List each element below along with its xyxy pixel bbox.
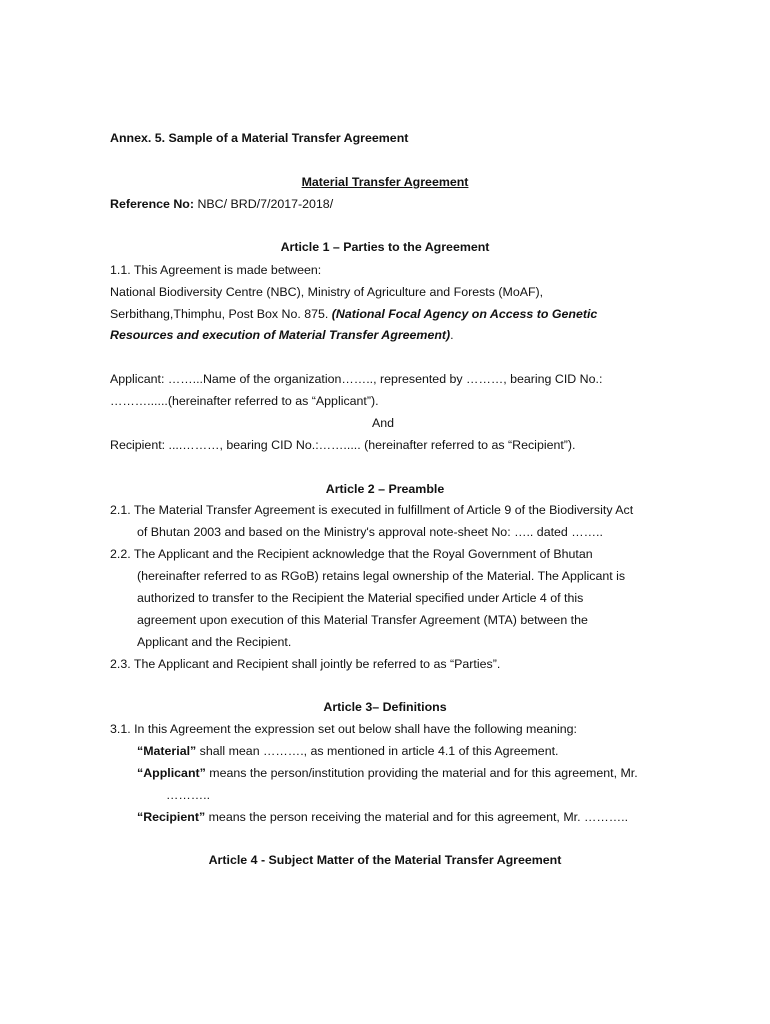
article1-party-line3: [110, 328, 454, 342]
article1-party-line1: National Biodiversity Centre (NBC), Ministry of Agriculture and Forests (MoAF),: [110, 285, 544, 299]
term-material: “Material”: [137, 744, 197, 758]
article2-p23: 2.3. The Applicant and Recipient shall jointly be referred to as “Parties”.: [110, 657, 501, 671]
term-recipient: “Recipient”: [137, 810, 206, 824]
article2-heading: Article 2 – Preamble: [325, 482, 445, 496]
article2-p22-line3: authorized to transfer to the Recipient the Material specified under Article 4 of this: [137, 591, 584, 605]
document-title: Material Transfer Agreement: [301, 175, 469, 189]
reference-label: Reference No:: [110, 197, 195, 211]
party-role-part1: (National Focal Agency on Access to Genetic: [331, 307, 598, 321]
article2-p22-line5: Applicant and the Recipient.: [137, 635, 292, 649]
article2-p22-line4: agreement upon execution of this Material Transfer Agreement (MTA) between the: [137, 613, 588, 627]
recipient-line: Recipient: ....………, bearing CID No.:……..... (hereinafter referred to as “Recipient”).: [110, 438, 576, 452]
article1-party-line2: [110, 307, 597, 321]
definition-applicant: [137, 766, 638, 780]
article2-p22-line1: 2.2. The Applicant and the Recipient acknowledge that the Royal Government of Bhutan: [110, 547, 593, 561]
definition-material: [137, 744, 558, 758]
definition-material-text: shall mean ………., as mentioned in article 4.1 of this Agreement.: [196, 744, 559, 758]
and-text: And: [372, 416, 395, 430]
applicant-line1: Applicant: ……...Name of the organization…….., represented by ………, bearing CID No.:: [110, 372, 603, 386]
article3-heading: Article 3– Definitions: [323, 700, 447, 714]
reference-value: NBC/ BRD/7/2017-2018/: [194, 197, 334, 211]
article2-p21-line2: of Bhutan 2003 and based on the Ministry's approval note-sheet No: ….. dated ……..: [137, 525, 603, 539]
definition-recipient: [137, 810, 628, 824]
article2-p22-line2: (hereinafter referred to as RGoB) retains legal ownership of the Material. The Applicant is: [137, 569, 626, 583]
party-role-part2: Resources and execution of Material Transfer Agreement): [110, 328, 451, 342]
article3-intro: 3.1. In this Agreement the expression set out below shall have the following meaning:: [110, 722, 577, 736]
definition-applicant-continued: ………..: [166, 788, 211, 802]
party-role-end: .: [450, 328, 454, 342]
annex-heading: Annex. 5. Sample of a Material Transfer Agreement: [110, 131, 409, 145]
term-applicant: “Applicant”: [137, 766, 206, 780]
reference-line: [110, 197, 333, 211]
article1-heading: Article 1 – Parties to the Agreement: [280, 240, 490, 254]
article2-p21-line1: 2.1. The Material Transfer Agreement is executed in fulfillment of Article 9 of the Biodiversity Act: [110, 503, 634, 517]
definition-recipient-text: means the person receiving the material and for this agreement, Mr. ………..: [205, 810, 629, 824]
party-address: Serbithang,Thimphu, Post Box No. 875.: [110, 307, 332, 321]
applicant-line2: ………......(hereinafter referred to as “Applicant”).: [110, 394, 379, 408]
definition-applicant-text: means the person/institution providing the material and for this agreement, Mr.: [205, 766, 638, 780]
article4-heading: Article 4 - Subject Matter of the Material Transfer Agreement: [208, 853, 562, 867]
article1-intro: 1.1. This Agreement is made between:: [110, 263, 322, 277]
